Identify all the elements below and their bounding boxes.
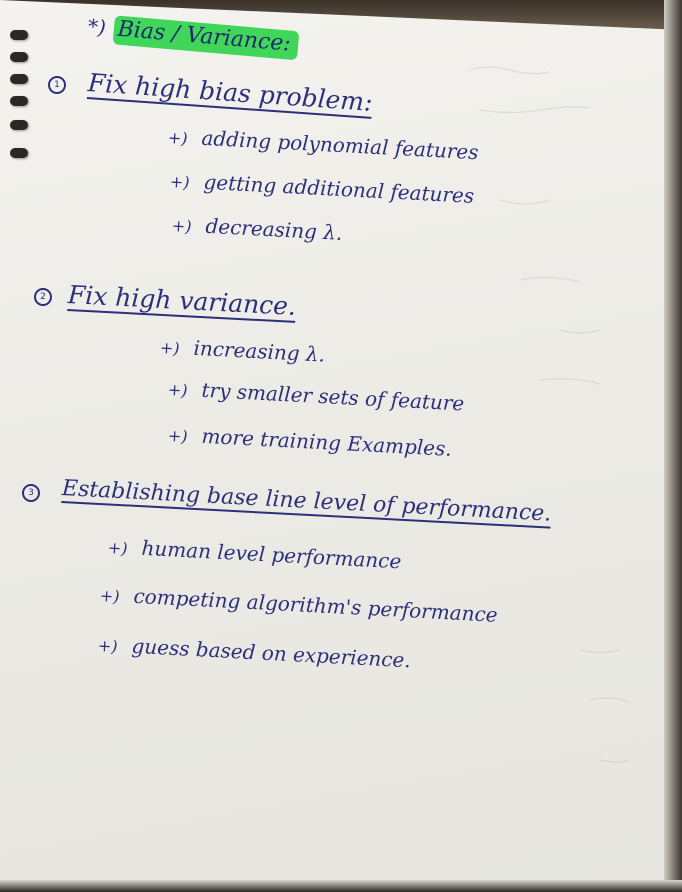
bullet-marker: +) — [167, 128, 189, 149]
section-number-badge: 3 — [22, 484, 40, 502]
section-number-badge: 2 — [34, 288, 52, 306]
section-heading: Fix high bias problem: — [86, 68, 374, 117]
bullet-marker: +) — [99, 586, 121, 607]
title-highlighted-text: Bias / Variance: — [112, 15, 299, 60]
bullet-marker: +) — [169, 172, 191, 193]
bullet-marker: +) — [97, 636, 119, 657]
section-number-badge: 1 — [48, 76, 66, 94]
list-item-text: getting additional features — [202, 169, 475, 208]
binder-ring — [10, 30, 28, 40]
binder-ring — [10, 74, 28, 84]
desk-background-right — [664, 0, 682, 892]
bullet-marker: +) — [167, 426, 189, 447]
desk-background-bottom — [0, 880, 682, 892]
bullet-marker: +) — [171, 216, 193, 237]
list-item-text: decreasing λ. — [204, 213, 343, 245]
list-item-text: human level performance — [140, 535, 402, 574]
list-item-text: competing algorithm's performance — [132, 583, 499, 627]
list-item-text: more training Examples. — [200, 423, 453, 461]
binder-ring — [10, 148, 28, 158]
section-heading: Establishing base line level of performance. — [61, 476, 552, 527]
list-item-text: try smaller sets of feature — [200, 377, 465, 416]
title-star-marker: *) — [86, 14, 107, 40]
binder-ring — [10, 52, 28, 62]
list-item-text: guess based on experience. — [130, 633, 412, 673]
section-heading: Fix high variance. — [67, 280, 297, 321]
bullet-marker: +) — [107, 538, 129, 559]
bullet-marker: +) — [159, 338, 181, 359]
binder-ring — [10, 120, 28, 130]
list-item-text: increasing λ. — [192, 335, 326, 367]
list-item-text: adding polynomial features — [200, 125, 480, 165]
bullet-marker: +) — [167, 380, 189, 401]
binder-ring — [10, 96, 28, 106]
